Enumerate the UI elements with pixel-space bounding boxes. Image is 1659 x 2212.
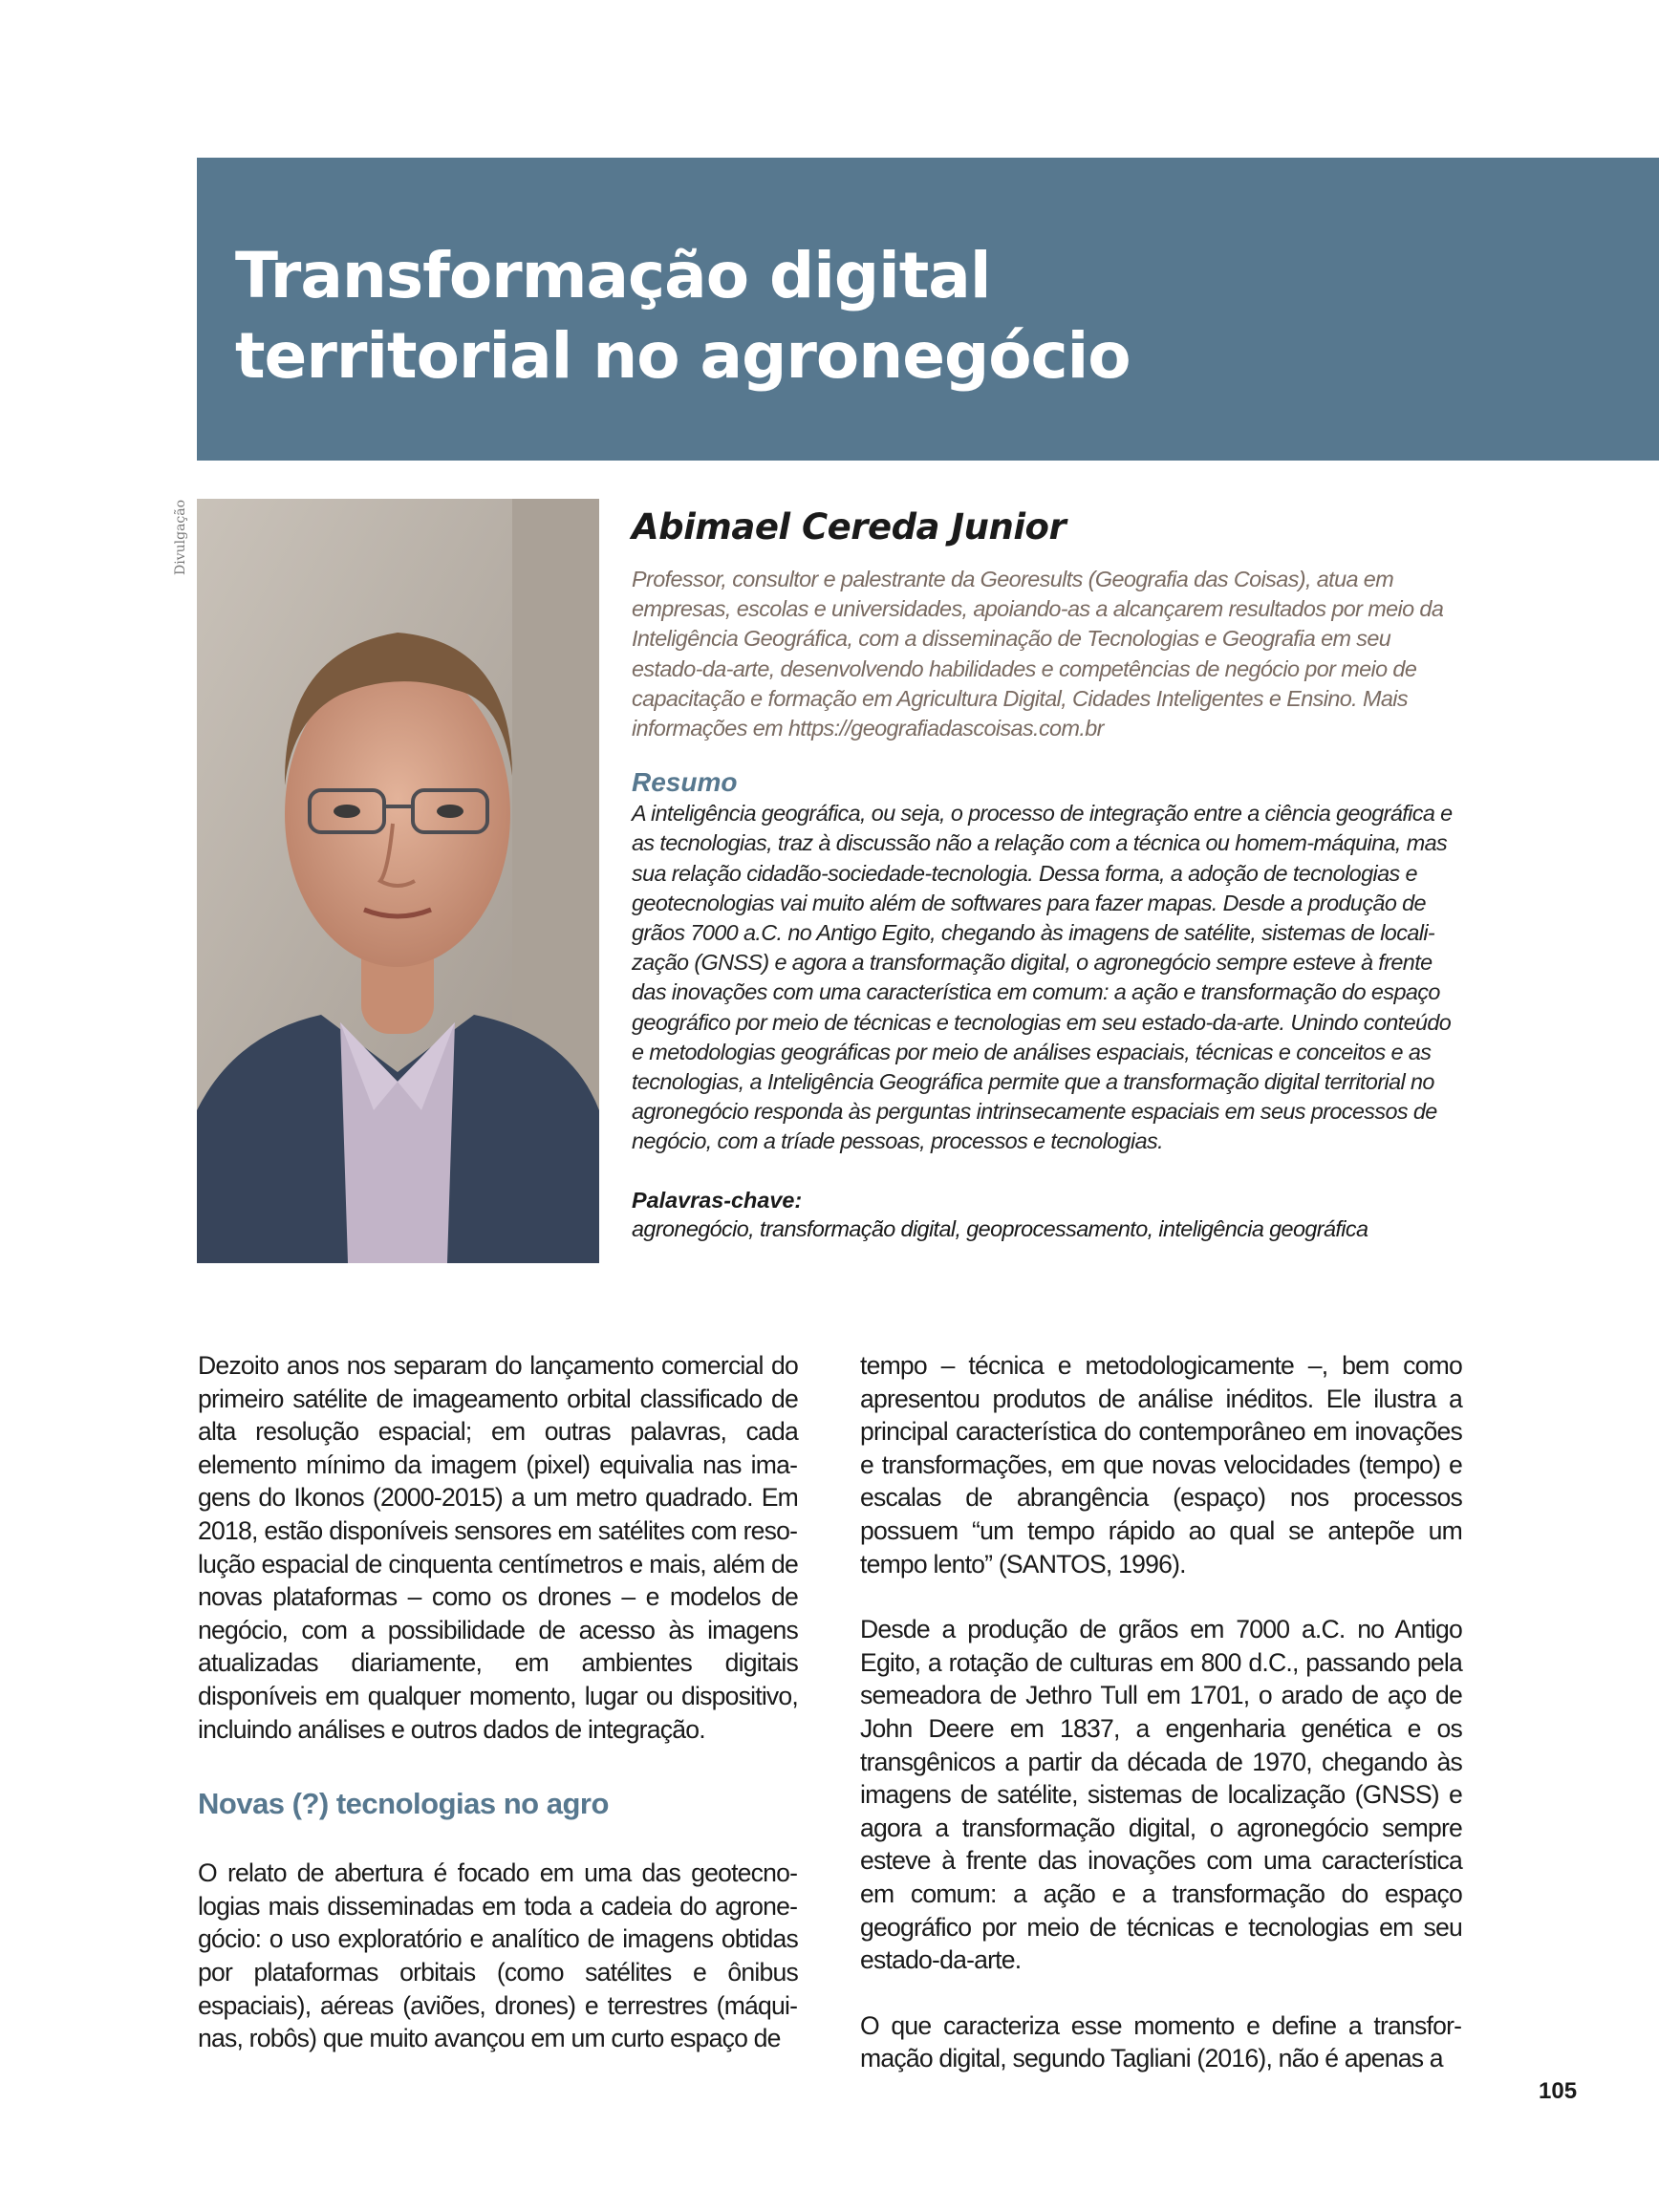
body-paragraph: Desde a produção de grãos em 7000 a.C. no Antigo Egito, a rotação de culturas em 800 d.C., passando pela semeadora de Jethro Tull em 1701, o arado de aço de John Deere em 1837, a engenharia genética e os transgênicos a partir da década de 1970, chegando às imagens de satélite, sistemas de localização (GNSS) e agora a transformação digital, o agronegócio sempre esteve à frente das inovações com uma característica em comum: a ação e a transformação do espaço geográfico por meio de técnicas e tecnologias em seu estado-da-arte. [860,1615,1462,1975]
body-column-left [198,1349,798,2055]
body-paragraph: tempo – técnica e metodologicamente –, bem como apresentou produtos de análise inéditos. Ele ilustra a principal característica do contemporâneo em inovações e transformações, em que novas velocidades (tempo) e escalas de abrangência (espaço) nos processos possuem “um tempo rápido ao qual se antepõe um tempo lento” (SANTOS, 1996). [860,1351,1462,1578]
author-name: Abimael Cereda Junior [632,506,1066,548]
right-eye [437,805,463,818]
article-title-line-2: territorial no agronegócio [235,319,1131,393]
article-title-line-1: Transformação digital [235,239,991,312]
body-paragraph: O relato de abertura é focado em uma das geotecnologias mais disseminadas em toda a cadeia do agronegócio: o uso exploratório e analítico de imagens obtidas por plataformas orbitais (como satélites e ônibus espaciais), aéreas (aviões, drones) e terrestres (máquinas, robôs) que muito avançou em um curto espaço de [198,1858,798,2053]
body-paragraph: Dezoito anos nos separam do lançamento comercial do primeiro satélite de imageamento orbital classificado de alta resolução espacial; em outras palavras, cada elemento mínimo da imagem (pixel) equivalia nas imagens do Ikonos (2000-2015) a um metro quadrado. Em 2018, estão disponíveis sensores em satélites com resolução espacial de cinquenta centímetros e mais, além de novas plataformas – como os drones – e modelos de negócio, com a possibilidade de acesso às imagens atualizadas diariamente, em ambientes digitais disponíveis em qualquer momento, lugar ou dispositivo, incluindo análises e outros dados de integração. [198,1351,798,1744]
section-heading: Novas (?) tecnologias no agro [198,1787,609,1821]
abstract-heading: Resumo [632,767,738,798]
keywords-heading: Palavras-chave: [632,1187,803,1213]
body-column-right [860,1349,1462,2075]
author-bio: Professor, consultor e palestrante da Georesults (Geografia das Coisas), atua em empresas, escolas e universidades, apoiando-as a alcançarem resultados por meio da Inteligência Geográfica, com a disseminação de Tecnologias e Geografia em seu estado-da-arte, desenvolvendo habilidades e competências de negócio por meio de capacitação e formação em Agricultura Digital, Cidades Inteligentes e Ensino. Mais informações em https://geografiadascoisas.com.br [632,567,1444,741]
author-portrait-illustration [197,499,599,1263]
left-eye [334,805,360,818]
photo-credit: Divulgação [173,499,188,575]
title-banner [197,158,1659,461]
abstract-text: A inteligência geográfica, ou seja, o processo de integração entre a ciência geográfica e as tecnologias, traz à discussão não a relação com a técnica ou homem-máquina, mas sua relação cidadão-sociedade-tecnologia. Dessa forma, a adoção de tecnologias e geotecnologias vai muito além de softwares para fazer mapas. Desde a produção de grãos 7000 a.C. no Antigo Egito, chegando às imagens de satélite, sistemas de localização (GNSS) e agora a transformação digital, o agronegócio sempre esteve à frente das inovações com uma característica em comum: a ação e transformação do espaço geográfico por meio de técnicas e tecnologias em seu estado-da-arte. Unindo conteúdo e metodologias geográficas por meio de análises espaciais, técnicas e conceitos e as tecnologias, a Inteligência Geográfica permite que a transformação digital territorial no agronegócio responda às perguntas intrinsecamente espaciais em seus processos de negócio, com a tríade pessoas, processos e tecnologias. [632,801,1453,1154]
page-number: 105 [1539,2078,1578,2104]
keywords-list: agronegócio, transformação digital, geoprocessamento, inteligência geográfica [632,1215,1368,1241]
author-info [632,504,1463,1244]
author-photo [197,499,599,1263]
body-paragraph: O que caracteriza esse momento e define a transformação digital, segundo Tagliani (2016), não é apenas a [860,2010,1462,2073]
article-title [235,236,1131,397]
